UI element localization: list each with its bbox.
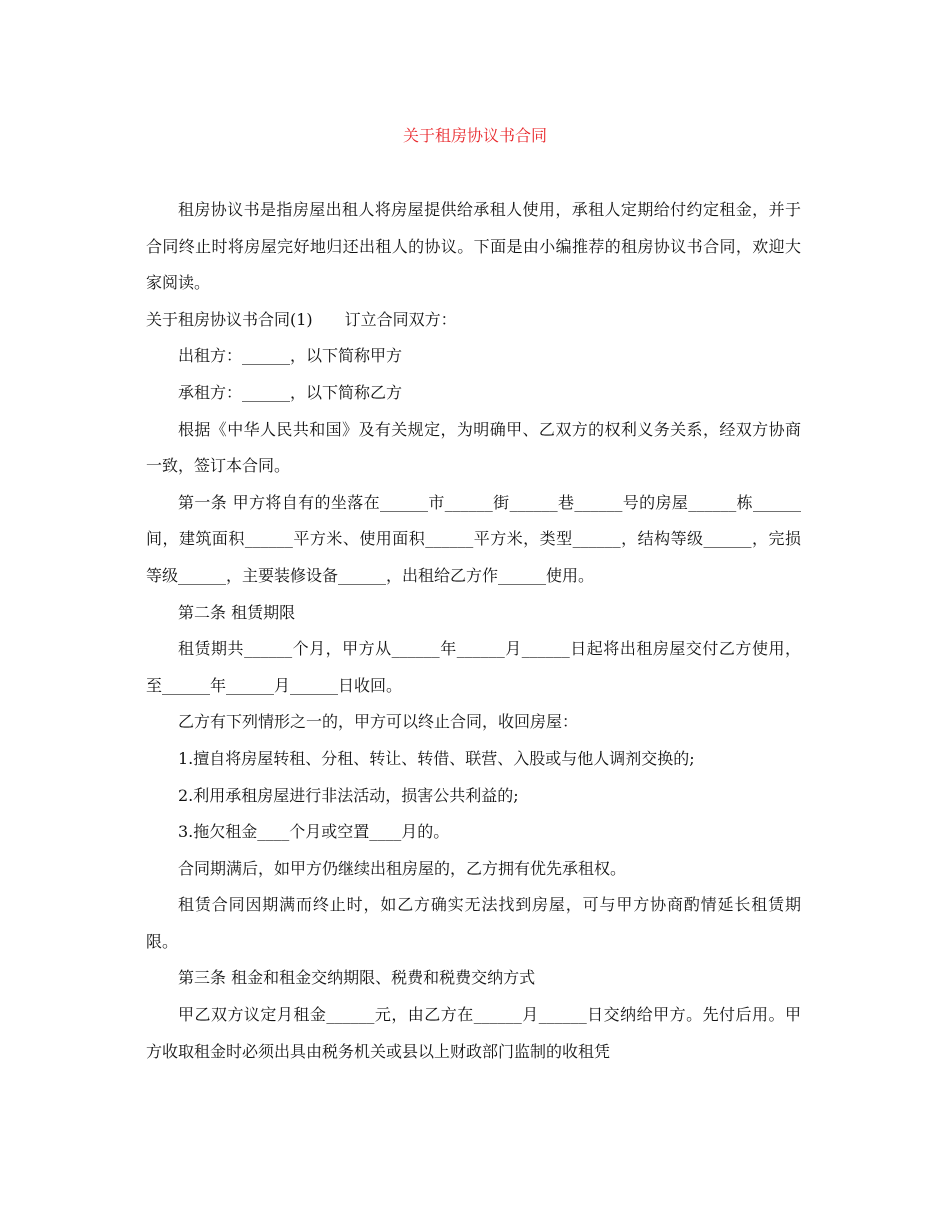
lessee-line: 承租方：______，以下简称乙方 — [178, 382, 403, 402]
condition-item-2: 2.利用承租房屋进行非法活动，损害公共利益的; — [178, 785, 519, 805]
legal-basis-paragraph: 根据《中华人民共和国》及有关规定，为明确甲、乙双方的权利义务关系，经双方协商一致，签订本合同。 — [146, 419, 801, 476]
contract-subtitle: 关于租房协议书合同(1) — [146, 309, 313, 329]
intro-paragraph: 租房协议书是指房屋出租人将房屋提供给承租人使用，承租人定期给付约定租金，并于合同终止时将房屋完好地归还出租人的协议。下面是由小编推荐的租房协议书合同，欢迎大家阅读。 — [146, 200, 801, 293]
extension-paragraph: 租赁合同因期满而终止时，如乙方确实无法找到房屋，可与甲方协商酌情延长租赁期限。 — [146, 895, 801, 951]
condition-item-3: 3.拖欠租金____个月或空置____月的。 — [178, 822, 450, 842]
parties-label: 订立合同双方： — [344, 309, 457, 329]
renewal-priority-paragraph: 合同期满后，如甲方仍继续出租房屋的，乙方拥有优先承租权。 — [178, 858, 627, 878]
condition-item-1: 1.擅自将房屋转租、分租、转让、转借、联营、入股或与他人调剂交换的; — [178, 748, 695, 768]
article-2-heading: 第二条 租赁期限 — [178, 602, 296, 622]
lessor-line: 出租方：______，以下简称甲方 — [178, 346, 403, 366]
contract-parties-line — [146, 302, 801, 339]
article-1-paragraph: 第一条 甲方将自有的坐落在______市______街______巷______号的房屋______栋______间，建筑面积______平方米、使用面积______平方米，类型______，结构等级______，完损等级______，主要装修设备______，出租给乙方作______使用。 — [146, 492, 801, 585]
termination-conditions-intro: 乙方有下列情形之一的，甲方可以终止合同，收回房屋： — [178, 712, 579, 732]
article-3-heading: 第三条 租金和租金交纳期限、税费和税费交纳方式 — [178, 968, 536, 988]
document-title: 关于租房协议书合同 — [402, 126, 547, 145]
rent-payment-paragraph: 甲乙双方议定月租金______元，由乙方在______月______日交纳给甲方。先付后用。甲方收取租金时必须出具由税务机关或县以上财政部门监制的收租凭 — [146, 1005, 801, 1061]
document-body — [146, 192, 801, 1070]
lease-term-paragraph: 租赁期共______个月，甲方从______年______月______日起将出租房屋交付乙方使用，至______年______月______日收回。 — [146, 639, 801, 695]
